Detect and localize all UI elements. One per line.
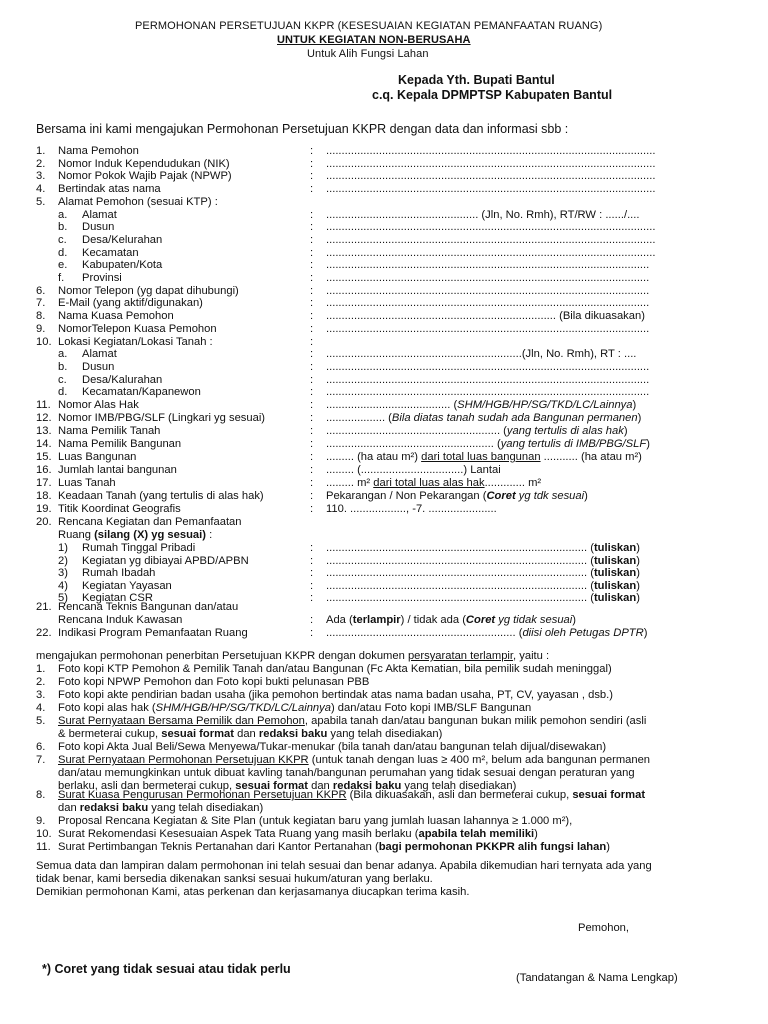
text-bold: apabila telah memiliki (418, 828, 535, 840)
field-value[interactable]: .......................................................................................................... (326, 157, 656, 170)
text-part: yang telah disediakan) (148, 802, 264, 814)
text-bold: redaksi baku (332, 780, 402, 792)
field-number: 14. (36, 438, 52, 450)
field-value[interactable]: ......... (.................................) Lantai (326, 464, 501, 476)
field-label: Kecamatan/Kapanewon (82, 386, 201, 399)
field-number: b. (58, 360, 68, 373)
field-colon: : (310, 386, 314, 399)
text-part: yang telah disediakan) (401, 780, 517, 792)
req-number: 6. (36, 741, 46, 753)
text-part: , yaitu : (513, 650, 550, 662)
field-colon: : (310, 170, 314, 183)
field-number: c. (58, 233, 67, 246)
field-label: Nomor Induk Kependudukan (NIK) (58, 157, 230, 170)
field-number: 3. (36, 170, 46, 183)
field-label: Indikasi Program Pemanfaatan Ruang (58, 627, 248, 639)
closing-line-1: Semua data dan lampiran dalam permohonan ini telah sesuai dan benar adanya. Apabila dikemudian hari ternyata ada yang (36, 860, 652, 872)
field-value[interactable] (326, 399, 636, 412)
field-value[interactable] (326, 614, 576, 627)
field-value[interactable] (326, 425, 628, 438)
req-text (58, 802, 263, 815)
req-number: 11. (36, 841, 51, 853)
field-value[interactable]: .......................................................................................................... (326, 183, 656, 196)
field-colon: : (310, 145, 314, 157)
text-part: Surat Pertimbangan Teknis Pertanahan dari Kantor Pertanahan ( (58, 841, 379, 853)
text-underlined: persyaratan terlampir (407, 650, 514, 662)
value-underlined: dari total luas alas hak (373, 477, 485, 489)
field-number: 1. (36, 145, 46, 157)
field-number: 19. (36, 503, 52, 515)
blank-dots: .................................................................................... ( (326, 579, 594, 592)
field-colon: : (310, 208, 314, 221)
blank-dots: .................................................................................... ( (326, 554, 594, 567)
activity-number: 5) (58, 592, 68, 605)
field-number: 13. (36, 425, 52, 437)
recipient-line-1: Kepada Yth. Bupati Bantul (398, 73, 555, 87)
req-number: 7. (36, 754, 46, 766)
req-text: Foto kopi KTP Pemohon & Pemilik Tanah dan/atau Bangunan (Fc Akta Kematian, bila pemilik sudah meninggal) (58, 663, 612, 675)
field-label: E-Mail (yang aktif/digunakan) (58, 297, 203, 310)
paren: ) (584, 490, 588, 502)
text-bold: bagi permohonan PKKPR alih fungsi lahan (378, 841, 607, 853)
paren: ) (632, 399, 637, 411)
field-colon: : (310, 399, 314, 411)
document-subtitle-2: Untuk Alih Fungsi Lahan (307, 48, 429, 60)
field-number: a. (58, 348, 68, 361)
field-number: d. (58, 246, 68, 259)
field-colon: : (310, 272, 314, 284)
field-value[interactable]: .......................................................................... (Bila dikuasakan) (326, 310, 645, 323)
activity-label: Rumah Ibadah (82, 567, 156, 580)
closing-line-3: Demikian permohonan Kami, atas perkenan dan kerjasamanya diucapkan terima kasih. (36, 886, 470, 898)
field-colon: : (310, 360, 314, 373)
activity-value[interactable] (326, 542, 640, 555)
field-value[interactable] (326, 412, 641, 425)
field-label: Bertindak atas nama (58, 183, 161, 196)
label-part: : (205, 529, 213, 541)
text-bold: sesuai format (161, 728, 234, 740)
text-underlined: Surat Pernyataan Bersama Pemilik dan Pemohon (58, 715, 305, 727)
paren: ) (623, 425, 628, 437)
paren: ) (636, 542, 640, 554)
activity-number: 3) (58, 567, 68, 580)
value-underlined: dari total luas bangunan (421, 451, 541, 463)
field-colon: : (310, 310, 314, 323)
field-label: Dusun (82, 360, 115, 373)
field-colon: : (310, 542, 314, 554)
req-text (58, 841, 610, 854)
field-colon: : (310, 503, 314, 515)
blank-dots: ...................................................... ( (326, 438, 501, 450)
text-part: dan (233, 728, 259, 740)
field-label: Dusun (82, 221, 115, 234)
req-text (58, 702, 531, 715)
field-number: 5. (36, 195, 46, 208)
paren: ) (637, 412, 642, 424)
paren: ) (636, 579, 640, 592)
hint-text: Bila diatas tanah sudah ada Bangunan permanen (391, 412, 638, 424)
field-label: Nama Kuasa Pemohon (58, 310, 174, 323)
field-number: 10. (36, 335, 52, 348)
value-bold: Coret (465, 614, 496, 626)
paren: ) (636, 592, 640, 605)
document-title: PERMOHONAN PERSETUJUAN KKPR (KESESUAIAN KEGIATAN PEMANFAATAN RUANG) (135, 20, 603, 32)
field-label: Luas Tanah (58, 477, 116, 489)
field-value[interactable]: ........................................................................................................ (326, 284, 650, 297)
activity-label: Kegiatan CSR (82, 592, 153, 605)
field-number: 8. (36, 310, 46, 323)
field-value[interactable]: .......................................................................................................... (326, 233, 656, 246)
signature-label: Pemohon, (578, 922, 629, 934)
req-text (58, 828, 538, 841)
hint-text: diisi oleh Petugas DPTR (522, 627, 644, 639)
recipient-line-2: c.q. Kepala DPMPTSP Kabupaten Bantul (372, 88, 613, 102)
field-colon: : (310, 233, 314, 246)
field-value[interactable]: ........................................................................................................ (326, 297, 650, 310)
value-part: ............. m² (484, 477, 542, 489)
field-value[interactable]: .......................................................................................................... (326, 145, 656, 157)
value-bold: tuliskan (593, 554, 637, 567)
text-bold: sesuai format (235, 780, 308, 792)
req-text (58, 754, 650, 767)
value-part: ......... (ha atau m²) (326, 451, 422, 463)
closing-line-2: tidak benar, kami bersedia dikenakan sanksi sesuai hukum/aturan yang berlaku. (36, 873, 433, 885)
field-label: Provinsi (82, 272, 122, 284)
activity-label: Rumah Tinggal Pribadi (82, 542, 196, 554)
activity-label: Kegiatan yg dibiayai APBD/APBN (82, 554, 249, 567)
field-value[interactable]: ........................................................................................................ (326, 322, 650, 335)
footnote: *) Coret yang tidak sesuai atau tidak perlu (42, 962, 291, 976)
hint-text: yang tertulis di IMB/PBG/SLF (500, 438, 647, 450)
document-subtitle: UNTUK KEGIATAN NON-BERUSAHA (277, 34, 471, 46)
field-colon: : (310, 297, 314, 310)
hint-text: yang tertulis di alas hak (506, 425, 624, 437)
field-colon: : (310, 284, 314, 297)
field-label: Kecamatan (82, 246, 139, 259)
text-part: berlaku, asli dan bermeterai cukup, (58, 780, 236, 792)
field-number: 18. (36, 490, 52, 502)
activity-number: 1) (58, 542, 68, 554)
text-italic: SHM/HGB/HP/SG/TKD/LC/Lainnya (155, 702, 331, 714)
blank-dots: .................................................................................... ( (326, 567, 594, 580)
field-colon: : (310, 464, 314, 476)
req-number: 8. (36, 789, 46, 801)
activity-label: Kegiatan Yayasan (82, 579, 172, 592)
text-bold: redaksi baku (258, 728, 328, 740)
field-label: Desa/Kalurahan (82, 373, 163, 386)
label-part: Ruang (58, 529, 95, 541)
value-bold: terlampir (352, 614, 401, 626)
hint-text: yg tidak sesuai (495, 614, 573, 626)
field-colon: : (310, 614, 314, 626)
field-value[interactable] (326, 490, 588, 503)
paren: ) (643, 627, 648, 639)
activity-value[interactable] (326, 555, 640, 568)
text-part: mengajukan permohonan penerbitan Persetujuan KKPR dengan dokumen (36, 650, 408, 662)
field-value[interactable] (326, 627, 647, 640)
field-colon: : (310, 477, 314, 489)
field-number: 22. (36, 627, 52, 639)
field-number: 21. (36, 601, 52, 613)
field-number: e. (58, 259, 68, 272)
paren: ) (636, 554, 640, 567)
field-colon: : (310, 567, 314, 580)
text-part: (untuk tanah dengan luas ≥ 400 m², belum ada bangunan permanen (308, 754, 651, 766)
req-number: 3. (36, 689, 46, 701)
paren: ) (636, 567, 640, 580)
text-part: ) dan/atau Foto kopi IMB/SLF Bangunan (330, 702, 532, 714)
req-number: 4. (36, 702, 46, 714)
field-value[interactable]: ........................................................................................................ (326, 373, 650, 386)
activity-value[interactable] (326, 580, 640, 593)
field-number: a. (58, 208, 68, 221)
activity-value[interactable] (326, 592, 640, 605)
req-text: dan/atau memungkinkan untuk dibuat kavling tanah/bangunan perumahan yang tidak sesuai dengan peraturan yang (58, 767, 635, 779)
value-bold: Coret (486, 490, 516, 502)
hint-text: yg tdk sesuai (515, 490, 585, 502)
signature-caption: (Tandatangan & Nama Lengkap) (516, 972, 678, 984)
field-label: Kabupaten/Kota (82, 259, 163, 272)
field-number: 12. (36, 412, 52, 424)
req-number: 1. (36, 663, 46, 675)
label-bold: (silang (X) yg sesuai) (94, 529, 206, 541)
text-part: ) (606, 841, 610, 853)
blank-dots: .................................................................................... ( (326, 592, 594, 605)
field-colon: : (310, 554, 314, 567)
field-value[interactable]: 110. .................., -7. ...................... (326, 503, 497, 515)
value-part: ......... m² (326, 477, 374, 489)
field-value[interactable] (326, 438, 650, 451)
field-colon: : (310, 335, 314, 348)
field-colon: : (310, 627, 314, 639)
text-part: Surat Rekomendasi Kesesuaian Aspek Tata Ruang yang masih berlaku ( (58, 828, 419, 840)
field-label: Desa/Kelurahan (82, 233, 163, 246)
field-number: 6. (36, 284, 46, 297)
field-colon: : (310, 348, 314, 361)
field-colon: : (310, 183, 314, 196)
field-number: 7. (36, 297, 46, 310)
field-number: 16. (36, 464, 52, 476)
activity-number: 2) (58, 554, 68, 567)
field-number: 11. (36, 399, 51, 411)
text-part: ) (534, 828, 538, 840)
field-number: 15. (36, 451, 52, 463)
text-part: dan (307, 780, 333, 792)
field-value[interactable]: ........................................................................................................ (326, 272, 650, 284)
field-colon: : (310, 451, 314, 463)
req-number: 5. (36, 715, 46, 727)
field-label: Nomor Alas Hak (58, 399, 139, 411)
field-label: Alamat Pemohon (sesuai KTP) : (58, 195, 218, 208)
field-value[interactable]: ........................................................................................................ (326, 360, 650, 373)
field-colon: : (310, 579, 314, 592)
field-label: Luas Bangunan (58, 451, 137, 463)
value-part: Pekarangan / Non Pekarangan ( (326, 490, 487, 502)
req-text: Foto kopi Akta Jual Beli/Sewa Menyewa/Tukar-menukar (bila tanah dan/atau bangunan telah dijual/disewakan) (58, 741, 607, 753)
field-colon: : (310, 373, 314, 386)
intro-text: Bersama ini kami mengajukan Permohonan Persetujuan KKPR dengan data dan informasi sbb : (36, 122, 569, 136)
value-bold: tuliskan (593, 592, 637, 605)
blank-dots: ................... ( (326, 412, 392, 424)
field-label: Nama Pemilik Tanah (58, 425, 161, 437)
field-value[interactable]: .......................................................................................................... (326, 170, 656, 183)
field-value[interactable]: ........................................................................................................ (326, 259, 650, 272)
field-colon: : (310, 246, 314, 259)
req-text (58, 789, 645, 802)
blank-dots: .................................................................................... ( (326, 542, 594, 554)
field-label: Lokasi Kegiatan/Lokasi Tanah : (58, 335, 213, 348)
blank-dots: ............................................................. ( (326, 627, 523, 639)
field-number: c. (58, 373, 67, 386)
text-part: yang telah disediakan) (327, 728, 443, 740)
hint-text: SHM/HGB/HP/SG/TKD/LC/Lainnya (457, 399, 633, 411)
field-colon: : (310, 412, 314, 424)
field-label: Nomor IMB/PBG/SLF (Lingkari yg sesuai) (58, 412, 266, 424)
text-bold: sesuai format (572, 789, 646, 801)
activity-number: 4) (58, 579, 68, 592)
blank-dots: ........................................ ( (326, 399, 458, 411)
field-label: Nomor Pokok Wajib Pajak (NPWP) (58, 170, 232, 183)
paren: ) (646, 438, 650, 450)
field-colon: : (310, 425, 314, 437)
field-colon: : (310, 592, 314, 605)
field-label-cont (58, 529, 212, 542)
req-text: Foto kopi NPWP Pemohon dan Foto kopi bukti pelunasan PBB (58, 676, 370, 688)
req-text (58, 728, 442, 741)
value-part: Ada ( (326, 614, 353, 626)
req-number: 2. (36, 676, 46, 688)
req-text (58, 715, 646, 728)
field-label-cont: Rencana Induk Kawasan (58, 614, 183, 626)
requirements-intro (36, 650, 549, 663)
field-number: 9. (36, 322, 46, 335)
text-part: (Bila dikuasakan, asli dan bermeterai cukup, (346, 789, 573, 801)
field-colon: : (310, 438, 314, 450)
req-number: 10. (36, 828, 52, 840)
field-colon: : (310, 259, 314, 272)
field-colon: : (310, 490, 314, 502)
field-label: Jumlah lantai bangunan (58, 464, 177, 476)
field-colon: : (310, 221, 314, 234)
field-label: Rencana Teknis Bangunan dan/atau (58, 601, 239, 613)
field-label: Nomor Telepon (yg dapat dihubungi) (58, 284, 239, 297)
value-part: ........... (ha atau m²) (540, 451, 642, 463)
text-bold: redaksi baku (79, 802, 149, 814)
field-value[interactable]: .......................................................................................................... (326, 246, 656, 259)
field-number: b. (58, 221, 68, 234)
field-number: f. (58, 272, 65, 284)
field-number: 4. (36, 183, 46, 196)
text-part: & bermeterai cukup, (58, 728, 162, 740)
paren: ) (572, 614, 576, 626)
field-label: Nama Pemilik Bangunan (58, 438, 182, 450)
field-number: 2. (36, 157, 46, 170)
req-number: 9. (36, 815, 46, 827)
req-text: Proposal Rencana Kegiatan & Site Plan (untuk kegiatan baru yang jumlah luasan lahannya ≥ 1.000 m²), (58, 815, 573, 827)
field-label: Rencana Kegiatan dan Pemanfaatan (58, 516, 242, 528)
value-bold: tuliskan (593, 542, 637, 554)
field-value[interactable]: ........................................................................................................ (326, 386, 650, 399)
value-bold: tuliskan (593, 579, 637, 592)
req-text: Foto kopi akte pendirian badan usaha (jika pemohon bertindak atas nama badan usaha, PT, CV, yayasan , dsb.) (58, 689, 613, 701)
text-underlined: Surat Kuasa Pengurusan Permohonan Persetujuan KKPR (58, 789, 347, 801)
value-part: ) / tidak ada ( (400, 614, 466, 626)
field-label: Titik Koordinat Geografis (58, 503, 181, 515)
activity-value[interactable] (326, 567, 640, 580)
field-value[interactable]: .......................................................................................................... (326, 221, 656, 234)
field-label: Alamat (82, 348, 117, 361)
text-part: Foto kopi alas hak ( (58, 702, 156, 714)
field-value[interactable] (326, 451, 642, 464)
field-value[interactable]: ...............................................................(Jln, No. Rmh), RT : .... (326, 348, 637, 361)
field-number: 17. (36, 477, 52, 489)
field-label: Keadaan Tanah (yang tertulis di alas hak) (58, 490, 264, 502)
field-label: Nama Pemohon (58, 145, 139, 157)
text-underlined: Surat Pernyataan Permohonan Persetujuan KKPR (58, 754, 309, 766)
field-colon: : (310, 157, 314, 170)
blank-dots: ........................................................ ( (326, 425, 507, 437)
field-value[interactable]: ................................................. (Jln, No. Rmh), RT/RW : ....../.... (326, 208, 640, 221)
field-number: d. (58, 386, 68, 399)
text-part: , apabila tanah dan/atau bangunan bukan milik pemohon sendiri (asli (304, 715, 647, 727)
field-value[interactable] (326, 477, 541, 490)
field-label: NomorTelepon Kuasa Pemohon (58, 322, 217, 335)
text-part: dan (58, 802, 80, 814)
value-bold: tuliskan (593, 567, 637, 580)
field-colon: : (310, 322, 314, 335)
field-number: 20. (36, 516, 52, 528)
field-label: Alamat (82, 208, 117, 221)
